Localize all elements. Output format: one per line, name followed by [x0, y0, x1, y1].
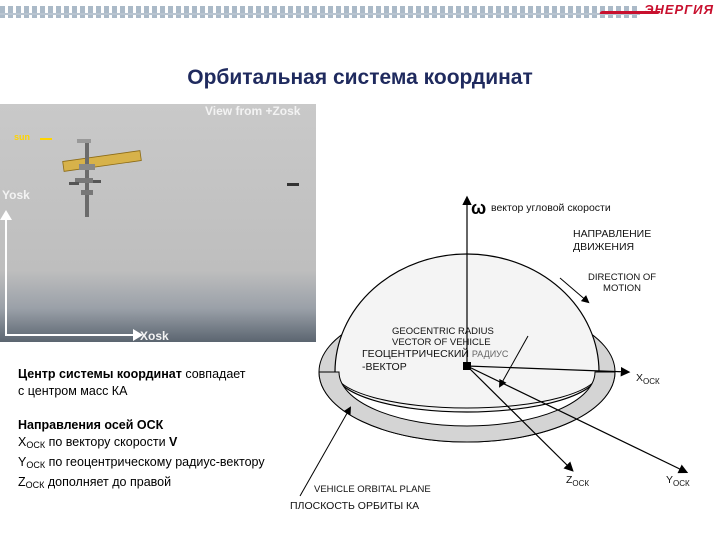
radius-label-ru: ГЕОЦЕНТРИЧЕСКИЙ РАДИУС -ВЕКТОР [362, 348, 509, 373]
z-axis-diagram-label: $Z_{ОСК}$ [566, 474, 590, 489]
y-axis-line [5, 218, 7, 336]
plane-pointer [300, 408, 350, 496]
header-line [0, 13, 640, 15]
y-axis-label: Yosk [2, 188, 30, 202]
z-axis-desc: $Z_{ОСК}$ дополняет до правой [18, 475, 172, 490]
center-rest: совпадает [181, 367, 246, 381]
space-station-icon [55, 134, 165, 219]
y-axis-desc: $Y_{ОСК}$ по геоцентрическому радиус-вектору [18, 455, 265, 470]
center-description [18, 366, 308, 400]
x-axis-desc: $X_{ОСК}$ по вектору скорости V [18, 435, 178, 450]
x-axis-diagram-label: $X_{ОСК}$ [636, 372, 660, 387]
plane-label-ru: ПЛОСКОСТЬ ОРБИТЫ КА [290, 500, 420, 512]
radius-label-en: GEOCENTRIC RADIUS VECTOR OF VEHICLE [392, 326, 494, 348]
center-line2: с центром масс КА [18, 384, 128, 398]
motion-label-en: DIRECTION OF MOTION [588, 272, 657, 294]
y-axis-arrow-icon [0, 210, 12, 220]
omega-symbol: ω [471, 198, 487, 218]
axes-heading: Направления осей ОСК [18, 418, 164, 432]
x-axis-line [5, 334, 135, 336]
motion-label-ru: НАПРАВЛЕНИЕ ДВИЖЕНИЯ [573, 228, 652, 253]
slide-title: Орбитальная система координат [187, 66, 533, 89]
x-axis-label: Xosk [140, 329, 169, 343]
center-bold: Центр системы координат [18, 367, 182, 381]
view-label: View from +Zosk [205, 104, 301, 118]
plane-label-en: VEHICLE ORBITAL PLANE [314, 484, 431, 495]
omega-label: вектор угловой скорости [491, 202, 611, 214]
company-logo: ЭНЕРГИЯ [644, 2, 714, 17]
header-stripes [0, 6, 640, 18]
y-axis-diagram-label: $Y_{ОСК}$ [666, 474, 690, 489]
sun-direction-bar [40, 138, 52, 140]
sun-label: sun [14, 132, 31, 142]
